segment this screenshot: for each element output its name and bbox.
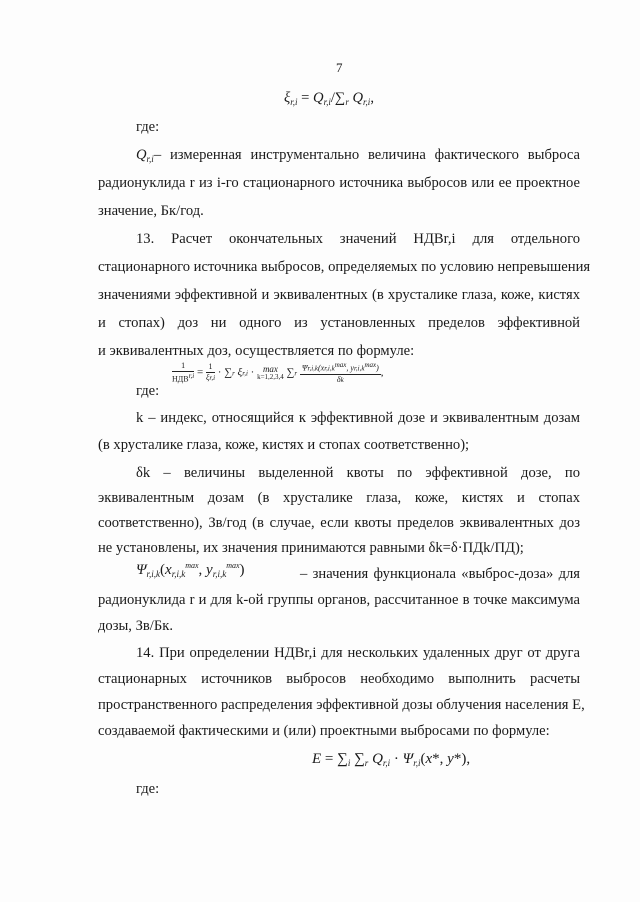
item13-line4: и стопах) доз ни одного из установленных пределов эффективной	[98, 315, 580, 331]
def-q-line1: $Q_{r,i}-$ измеренная инструментально величина фактического выброса	[136, 147, 580, 164]
item14-line3: пространственного распределения эффективной дозы облучения населения E,	[98, 697, 585, 713]
def-delta-line1: δk – величины выделенной квоты по эффективной дозе, по	[136, 465, 580, 481]
psi-symbol: $\Psi_{r,i,k}(x_{r,i,k}^{max}$, $y_{r,i,k}^{max}$)	[136, 561, 245, 579]
def-psi-line1: – значения функционала «выброс-доза» для	[300, 566, 580, 582]
formula-e: $E = \sum_i$ $\sum_r$ $Q_{r,i} \cdot \Psi_{r,i}(x*$, y*),	[312, 751, 471, 768]
def-psi-line3: дозы, Зв/Бк.	[98, 618, 173, 634]
page-number: 7	[336, 60, 343, 75]
where-label-2: где:	[136, 383, 160, 399]
item14-line2: стационарных источников выбросов необходимо выполнить расчеты	[98, 671, 580, 687]
item13-line3: значениями эффективной и эквивалентных (в хрусталике глаза, коже, кистях	[98, 287, 580, 303]
def-k-line2: (в хрусталике глаза, коже, кистях и стопах соответственно);	[98, 437, 470, 453]
where-label-3: где:	[136, 781, 160, 797]
def-psi-line2: радионуклида r и для k-ой группы органов, рассчитанное в точке максимума	[98, 592, 580, 608]
def-k-line1: k – индекс, относящийся к эффективной дозе и эквивалентным дозам	[136, 410, 580, 426]
def-delta-line4: не установлены, их значения принимаются равными δk=δ·ПДk/ПД);	[98, 540, 524, 556]
def-q-line3: значение, Бк/год.	[98, 203, 204, 219]
item14-line1: 14. При определении НДВr,i для нескольких удаленных друг от друга	[136, 645, 580, 661]
q-symbol: $Q_{r,i}$	[136, 147, 154, 164]
item13-line1: 13. Расчет окончательных значений НДВr,i для отдельного	[136, 231, 580, 247]
def-delta-line2: эквивалентным дозам (в хрусталике глаза, коже, кистях и стопах	[98, 490, 580, 506]
formula-ndv: $\frac{1}{НДВ^{r,i}}$ = $\frac{1}{\xi r,i}$ · ∑r ξr,i · max k=1,2,3,4 ∑r $\frac{\Psi r,i,k(xr,i,k^{max}, yr,i,k^{max})}{\delta k}$ ,	[172, 361, 384, 384]
def-delta-line3: соответственно), Зв/год (в случае, если квоты пределов эквивалентных доз	[98, 515, 580, 531]
item13-line2: стационарного источника выбросов, определяемых по условию непревышения	[98, 259, 591, 275]
where-label-1: где:	[136, 119, 160, 135]
item14-line4: создаваемой фактическими и (или) проектными выбросами по формуле:	[98, 723, 550, 739]
def-q-line2: радионуклида r из i-го стационарного источника выбросов или ее проектное	[98, 175, 580, 191]
item13-line5: и эквивалентных доз, осуществляется по формуле:	[98, 343, 415, 359]
formula-xi: $\xi_{r,i} = Q_{r,i}/\sum_r$ $Q_{r,i}$,	[284, 90, 374, 107]
